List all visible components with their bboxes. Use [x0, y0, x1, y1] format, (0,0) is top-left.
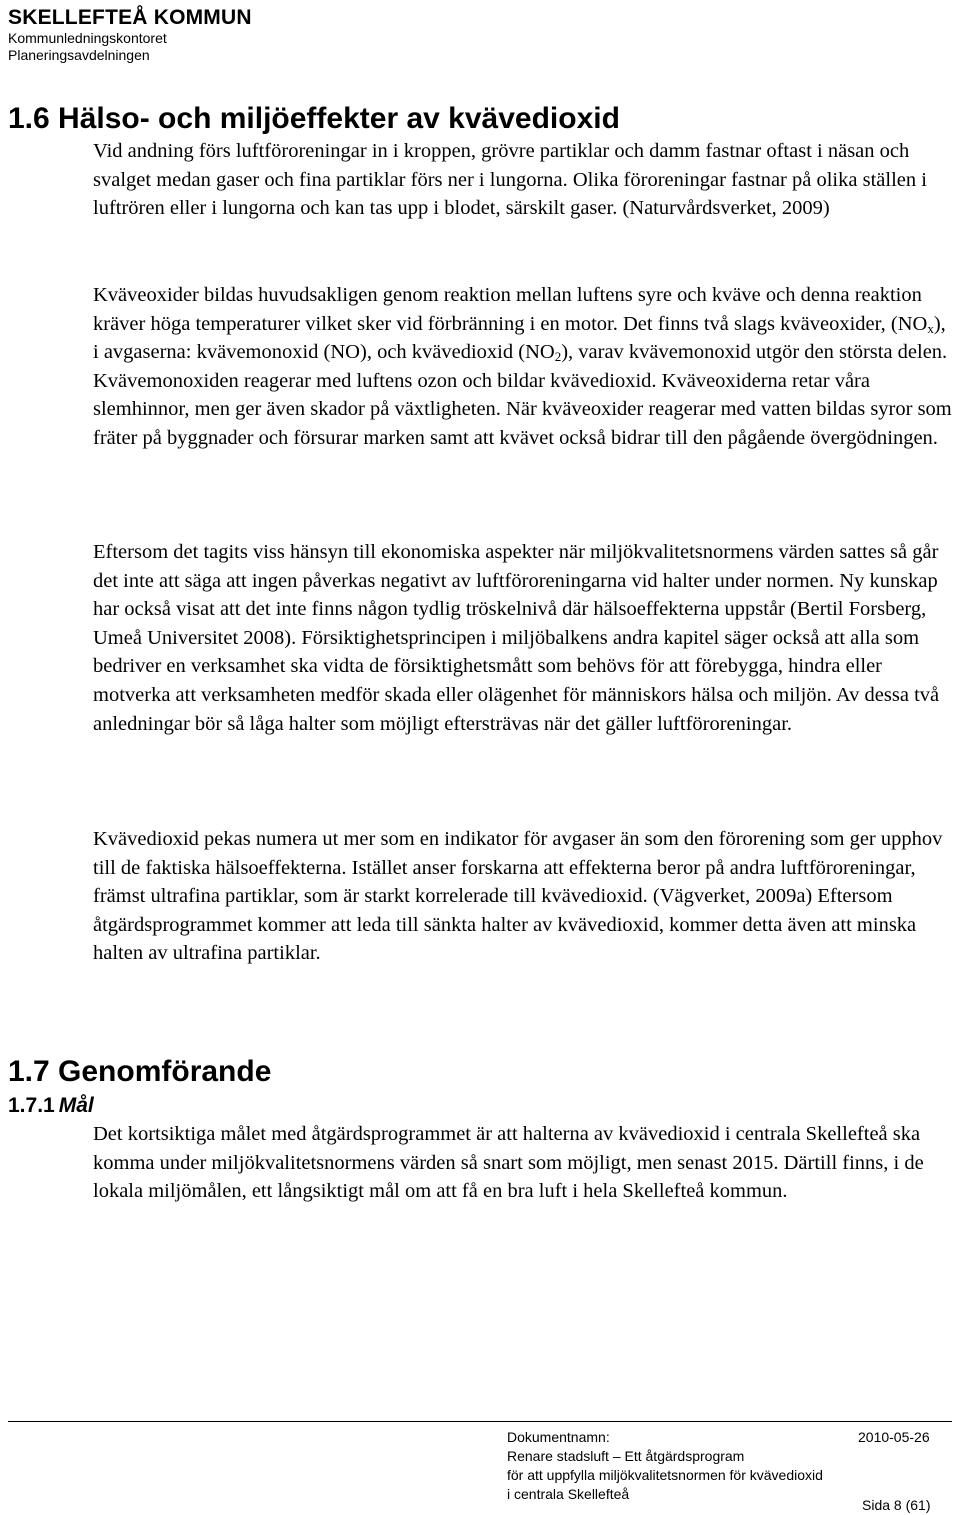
footer-document-info	[507, 1428, 823, 1504]
subsection-heading-1-7-1: 1.7.1 Mål	[8, 1094, 94, 1117]
document-header	[8, 6, 252, 64]
paragraph-indicator: Kvävedioxid pekas numera ut mer som en indikator för avgaser än som den förorening som ger upphov till de faktiska hälsoeffekterna. Istället anser forskarna att effekterna beror på andra luftföroreningar, främst ultrafina partiklar, som är starkt korrelerade till kvävedioxid. (Vägverket, 2009a) Eftersom åtgärdsprogrammet kommer att leda till sänkta halter av kvävedioxid, kommer detta även att minska halten av ultrafina partiklar.	[93, 828, 943, 965]
subscript-2: 2	[554, 349, 562, 365]
section-heading-1-6: 1.6 Hälso- och miljöeffekter av kvävedioxid	[8, 102, 620, 135]
footer-doc-title-line-2: för att uppfylla miljökvalitetsnormen för kvävedioxid	[507, 1467, 823, 1483]
footer-divider	[8, 1421, 952, 1422]
paragraph-goal: Det kortsiktiga målet med åtgärdsprogrammet är att halterna av kvävedioxid i centrala Skellefteå ska komma under miljökvalitetsnormens värden så snart som möjligt, men senast 2015. Därtill finns, i de lokala miljömålen, ett långsiktigt mål om att få en bra luft i hela Skellefteå kommun.	[93, 1123, 924, 1203]
section-heading-1-7: 1.7 Genomförande	[8, 1055, 272, 1088]
subscript-x: x	[927, 320, 934, 336]
paragraph-nitrogen-oxides: Kväveoxider bildas huvudsakligen genom reaktion mellan luftens syre och kväve och denna reaktion kräver höga temperaturer vilket sker vid förbränning i en motor. Det finns två slags kväveoxider, $(NO_x)$, i avgaserna: kvävemonoxid (NO), och kvävedioxid $(NO_2)$, varav kvävemonoxid utgör den största delen. Kvävemonoxiden reagerar med luftens ozon och bildar kvävedioxid. Kväveoxiderna retar våra slemhinnor, men ger även skador på växtligheten. När kväveoxider reagerar med vatten bildas syror som fräter på byggnader och försurar marken samt att kvävet också bidrar till den pågående övergödningen.	[93, 284, 952, 449]
department-name: Planeringsavdelningen	[8, 47, 150, 63]
footer-doc-title-line-3: i centrala Skellefteå	[507, 1486, 630, 1502]
office-name: Kommunledningskontoret	[8, 30, 167, 46]
footer-date: 2010-05-26	[858, 1429, 930, 1445]
footer-doc-title-line-1: Renare stadsluft – Ett åtgärdsprogram	[507, 1448, 745, 1464]
page-number: Sida 8 (61)	[862, 1497, 931, 1513]
footer-doc-label: Dokumentnamn:	[507, 1429, 610, 1445]
paragraph-health-effects: Vid andning förs luftföroreningar in i kroppen, grövre partiklar och damm fastnar oftast i näsan och svalget medan gaser och fina partiklar förs ner i lungorna. Olika föroreningar fastnar på olika ställen i luftrören eller i lungorna och kan tas upp i blodet, särskilt gaser. (Naturvårdsverket, 2009)	[93, 140, 927, 220]
organization-name: SKELLEFTEÅ KOMMUN	[8, 6, 252, 29]
paragraph-environmental-norm: Eftersom det tagits viss hänsyn till ekonomiska aspekter när miljökvalitetsnormens värden sattes så går det inte att säga att ingen påverkas negativt av luftföroreningarna vid halter under normen. Ny kunskap har också visat att det inte finns någon tydlig tröskelnivå där hälsoeffekterna uppstår (Bertil Forsberg, Umeå Universitet 2008). Försiktighetsprincipen i miljöbalkens andra kapitel säger också att alla som bedriver en verksamhet ska vidta de försiktighetsmått som behövs för att förebygga, hindra eller motverka att verksamheten medför skada eller olägenhet för människors hälsa och miljön. Av dessa två anledningar bör så låga halter som möjligt eftersträvas när det gäller luftföroreningar.	[93, 541, 940, 735]
